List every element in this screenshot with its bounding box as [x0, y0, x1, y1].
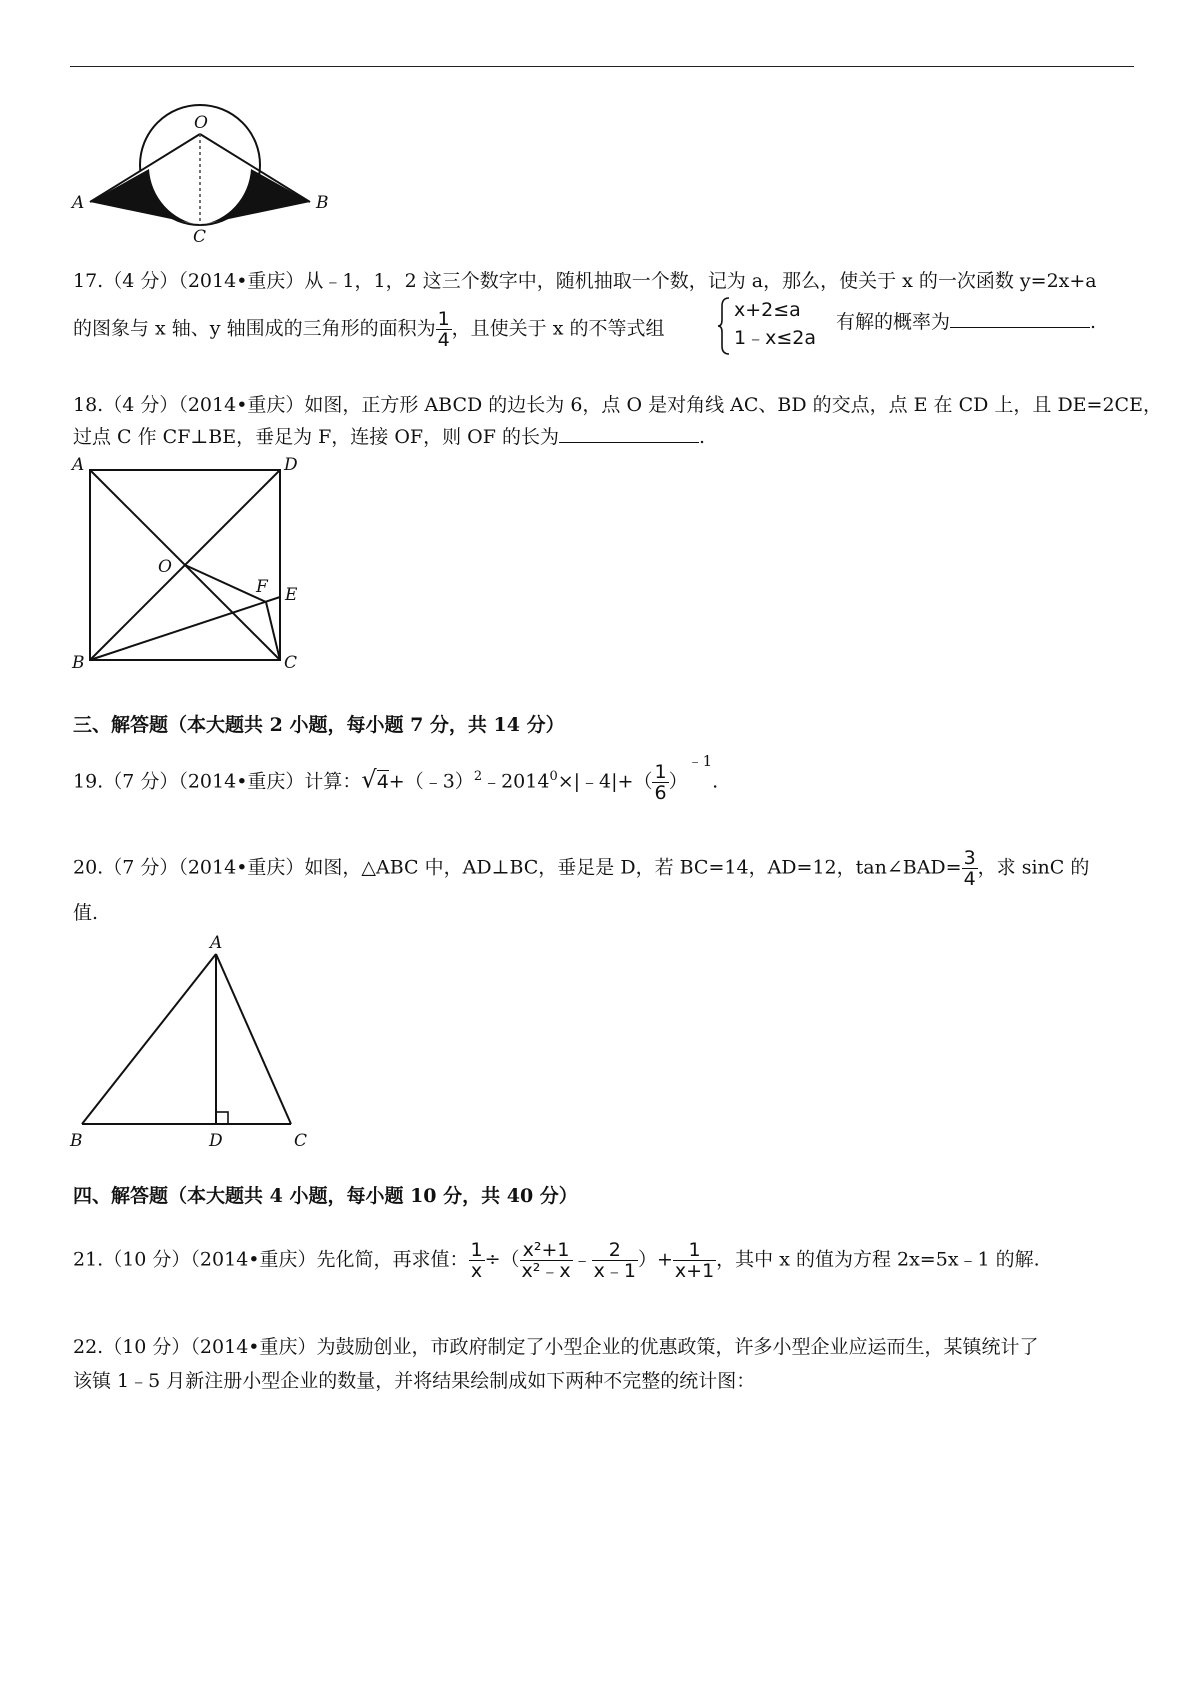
right-angle-icon: [216, 1112, 228, 1124]
label-B: B: [72, 653, 85, 673]
label-O: O: [194, 113, 208, 133]
answer-blank[interactable]: [950, 309, 1090, 328]
q18-line2: 过点 C 作 CF⊥BE，垂足为 F，连接 OF，则 OF 的长为 .: [73, 426, 705, 448]
q21-line: 21.（10 分）（2014•重庆）先化简，再求值： $\frac{1}{x}$ ÷（ $\frac{\text{x²+1}}{\text{x²﹣x}}$ ﹣ $\frac{2}{x﹣1}$ ）+ $\frac{1}{x+1}$ ，其中 x 的值为方程 2x=5x﹣1 的解.: [73, 1239, 1040, 1282]
q22-line1: 22.（10 分）（2014•重庆）为鼓励创业，市政府制定了小型企业的优惠政策，许多小型企业应运而生，某镇统计了: [73, 1336, 1039, 1358]
header-rule: [70, 66, 1134, 67]
label-O: O: [158, 557, 172, 577]
q17-line1: 17.（4 分）（2014•重庆）从﹣1，1，2 这三个数字中，随机抽取一个数，记为 a，那么，使关于 x 的一次函数 y=2x+a: [73, 270, 1097, 292]
label-C: C: [193, 227, 207, 247]
label-B: B: [70, 1131, 83, 1151]
label-F: F: [256, 577, 268, 597]
q17-inequality-system: x+2≤a 1﹣x≤2a: [734, 299, 816, 349]
q19-line: 19.（7 分）（2014•重庆）计算：$√4+(﹣3)^2﹣2014^0\times|﹣4|+$（ $\frac{1}{6}$ ）$^{﹣1}$.: [73, 752, 719, 804]
label-A: A: [210, 933, 223, 953]
label-D: D: [284, 455, 298, 475]
q17-line2: 的图象与 x 轴、y 轴围成的三角形的面积为 $\frac{1}{4}$ ，且使关于 x 的不等式组: [73, 308, 665, 351]
q17-answer: 有解的概率为 .: [836, 311, 1097, 333]
q18-line1: 18.（4 分）（2014•重庆）如图，正方形 ABCD 的边长为 6，点 O 是对角线 AC、BD 的交点，点 E 在 CD 上，且 DE=2CE，: [73, 394, 1162, 416]
label-C: C: [294, 1131, 308, 1151]
figure-circle-tangent: [68, 90, 338, 247]
q17-fraction: $\frac{1}{4}$: [437, 308, 450, 351]
section-4-heading: 四、解答题（本大题共 4 小题，每小题 10 分，共 40 分）: [73, 1185, 578, 1207]
figure-triangle: [66, 928, 326, 1154]
q22-line2: 该镇 1﹣5 月新注册小型企业的数量，并将结果绘制成如下两种不完整的统计图：: [73, 1370, 756, 1392]
q20-line2: 值.: [73, 902, 99, 924]
label-A: A: [72, 193, 85, 213]
label-E: E: [285, 585, 298, 605]
sqrt-icon: √: [361, 765, 377, 794]
label-C: C: [284, 653, 298, 673]
section-3-heading: 三、解答题（本大题共 2 小题，每小题 7 分，共 14 分）: [73, 714, 565, 736]
label-A: A: [72, 455, 85, 475]
label-B: B: [316, 193, 329, 213]
label-D: D: [209, 1131, 223, 1151]
q20-line1: 20.（7 分）（2014•重庆）如图，△ABC 中，AD⊥BC，垂足是 D，若 BC=14，AD=12，tan∠BAD= $\frac{3}{4}$ ，求 sinC 的: [73, 847, 1090, 890]
brace-icon: [717, 296, 731, 356]
q20-fraction: $\frac{3}{4}$: [963, 847, 976, 890]
answer-blank[interactable]: [559, 424, 699, 443]
figure-square: [70, 452, 330, 674]
q19-fraction: $\frac{1}{6}$: [654, 761, 667, 804]
